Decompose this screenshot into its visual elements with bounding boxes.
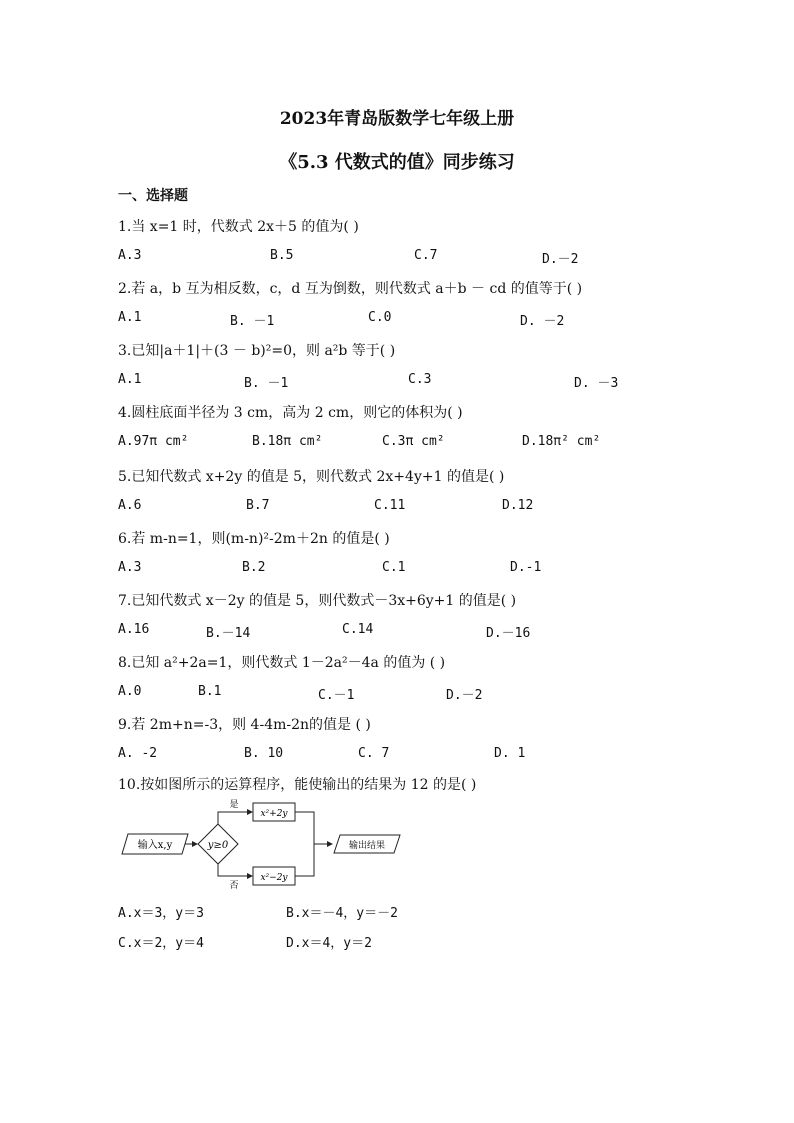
question-10-option-c: C.x＝2，y＝4 bbox=[118, 936, 204, 951]
question-1-option-b: B.5 bbox=[270, 248, 294, 263]
question-5-stem: 5.已知代数式 x+2y 的值是 5，则代数式 2x+4y+1 的值是( ) bbox=[118, 469, 505, 485]
question-8-option-a: A.0 bbox=[118, 684, 142, 699]
question-9-stem: 9.若 2m+n=-3，则 4-4m-2n的值是 ( ) bbox=[118, 717, 371, 733]
question-6-option-a: A.3 bbox=[118, 560, 142, 575]
flowchart-no-label: 否 bbox=[229, 881, 239, 891]
question-5-option-d: D.12 bbox=[502, 498, 534, 513]
question-2-options bbox=[118, 310, 678, 330]
question-6-option-b: B.2 bbox=[242, 560, 266, 575]
question-4-option-c: C.3π cm² bbox=[382, 434, 445, 449]
question-10-options-row-2 bbox=[118, 932, 678, 952]
question-4-option-d: D.18π² cm² bbox=[522, 434, 601, 449]
question-8-stem: 8.已知 a²+2a=1，则代数式 1－2a²－4a 的值为 ( ) bbox=[118, 655, 446, 671]
question-6-options bbox=[118, 560, 678, 580]
question-6-stem: 6.若 m-n=1，则(m-n)²-2m＋2n 的值是( ) bbox=[118, 531, 390, 547]
question-9-option-a: A. -2 bbox=[118, 746, 158, 761]
question-3-option-b: B. －1 bbox=[244, 376, 289, 391]
question-9-option-c: C. 7 bbox=[358, 746, 390, 761]
question-4-stem: 4.圆柱底面半径为 3 cm，高为 2 cm，则它的体积为( ) bbox=[118, 405, 463, 421]
flowchart-input-label: 输入x,y bbox=[137, 840, 173, 851]
question-10-option-a: A.x＝3，y＝3 bbox=[118, 906, 204, 921]
question-9-options bbox=[118, 746, 678, 766]
question-3-option-d: D. －3 bbox=[574, 376, 619, 391]
question-2-option-c: C.0 bbox=[368, 310, 392, 325]
question-1-option-c: C.7 bbox=[414, 248, 438, 263]
question-6-option-d: D.-1 bbox=[510, 560, 542, 575]
question-7-option-a: A.16 bbox=[118, 622, 150, 637]
question-8-options bbox=[118, 684, 678, 704]
question-10-option-d: D.x＝4，y＝2 bbox=[286, 936, 372, 951]
question-1-options bbox=[118, 248, 678, 268]
question-2-option-d: D. －2 bbox=[520, 314, 565, 329]
question-2-option-b: B. －1 bbox=[230, 314, 275, 329]
question-4-options bbox=[118, 434, 678, 454]
question-9-option-d: D. 1 bbox=[494, 746, 526, 761]
document-subtitle: 《5.3 代数式的值》同步练习 bbox=[279, 152, 515, 173]
question-7-options bbox=[118, 622, 678, 642]
question-7-stem: 7.已知代数式 x－2y 的值是 5，则代数式－3x+6y+1 的值是( ) bbox=[118, 593, 517, 609]
question-8-option-c: C.－1 bbox=[318, 688, 355, 703]
question-2-stem: 2.若 a，b 互为相反数，c，d 互为倒数，则代数式 a＋b － cd 的值等于( ) bbox=[118, 281, 583, 297]
question-10-options-row-1 bbox=[118, 902, 678, 922]
operation-flowchart bbox=[118, 796, 418, 892]
question-4-option-a: A.97π cm² bbox=[118, 434, 189, 449]
flowchart-yes-expression: x²+2y bbox=[260, 809, 288, 819]
flowchart-yes-label: 是 bbox=[229, 800, 239, 810]
question-3-stem: 3.已知|a＋1|＋(3 － b)²=0，则 a²b 等于( ) bbox=[118, 343, 396, 359]
flowchart-output-label: 输出结果 bbox=[348, 841, 386, 851]
question-1-option-a: A.3 bbox=[118, 248, 142, 263]
question-1-option-d: D.－2 bbox=[542, 252, 579, 267]
question-1-stem: 1.当 x=1 时，代数式 2x＋5 的值为( ) bbox=[118, 219, 359, 235]
question-5-options bbox=[118, 498, 678, 518]
question-2-option-a: A.1 bbox=[118, 310, 142, 325]
question-9-option-b: B. 10 bbox=[244, 746, 284, 761]
flowchart-no-expression: x²−2y bbox=[260, 873, 288, 883]
question-7-option-b: B.－14 bbox=[206, 626, 251, 641]
flowchart-condition-label: y≥0 bbox=[207, 840, 229, 851]
document-title: 2023年青岛版数学七年级上册 bbox=[279, 109, 515, 129]
question-7-option-c: C.14 bbox=[342, 622, 374, 637]
question-3-option-a: A.1 bbox=[118, 372, 142, 387]
question-5-option-c: C.11 bbox=[374, 498, 406, 513]
question-10-option-b: B.x＝－4，y＝－2 bbox=[286, 906, 398, 921]
question-8-option-b: B.1 bbox=[198, 684, 222, 699]
question-5-option-a: A.6 bbox=[118, 498, 142, 513]
question-10-stem: 10.按如图所示的运算程序，能使输出的结果为 12 的是( ) bbox=[118, 777, 477, 793]
question-8-option-d: D.－2 bbox=[446, 688, 483, 703]
question-4-option-b: B.18π cm² bbox=[252, 434, 323, 449]
question-3-option-c: C.3 bbox=[408, 372, 432, 387]
question-6-option-c: C.1 bbox=[382, 560, 406, 575]
question-3-options bbox=[118, 372, 678, 392]
section-heading: 一、选择题 bbox=[118, 188, 188, 204]
question-7-option-d: D.－16 bbox=[486, 626, 531, 641]
question-5-option-b: B.7 bbox=[246, 498, 270, 513]
